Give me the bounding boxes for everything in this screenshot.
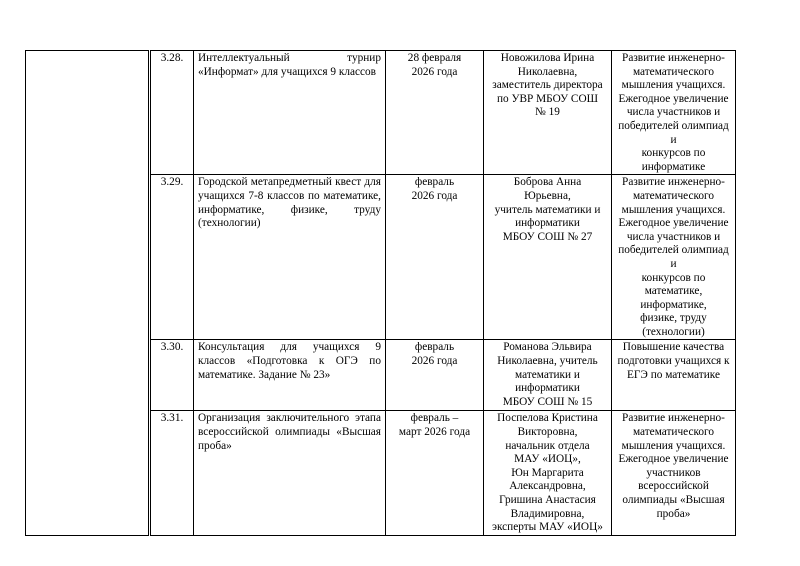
event-date: февраль 2026 года	[386, 340, 484, 411]
section-cell	[26, 51, 150, 536]
expected-result: Развитие инженерно- математического мышления учащихся. Ежегодное увеличение участников всероссийской олимпиады «Высшая проба»	[612, 411, 736, 535]
event-date: февраль – март 2026 года	[386, 411, 484, 535]
event-name: Интеллектуальный турнир «Информат» для учащихся 9 классов	[194, 51, 386, 175]
row-number: 3.28.	[150, 51, 194, 175]
event-date: 28 февраля 2026 года	[386, 51, 484, 175]
responsible: Новожилова Ирина Николаевна, заместитель директора по УВР МБОУ СОШ № 19	[484, 51, 612, 175]
responsible: Боброва Анна Юрьевна, учитель математики и информатики МБОУ СОШ № 27	[484, 175, 612, 340]
event-name: Городской метапредметный квест для учащихся 7-8 классов по математике, информатике, физике, труду (технологии)	[194, 175, 386, 340]
expected-result: Развитие инженерно- математического мышления учащихся. Ежегодное увеличение числа участников и победителей олимпиад и конкурсов по информатике	[612, 51, 736, 175]
expected-result: Развитие инженерно- математического мышления учащихся. Ежегодное увеличение числа участников и победителей олимпиад и конкурсов по математике, информатике, физике, труду (технологии)	[612, 175, 736, 340]
row-number: 3.31.	[150, 411, 194, 535]
row-number: 3.29.	[150, 175, 194, 340]
row-number: 3.30.	[150, 340, 194, 411]
responsible: Романова Эльвира Николаевна, учитель математики и информатики МБОУ СОШ № 15	[484, 340, 612, 411]
event-name: Консультация для учащихся 9 классов «Подготовка к ОГЭ по математике. Задание № 23»	[194, 340, 386, 411]
expected-result: Повышение качества подготовки учащихся к ЕГЭ по математике	[612, 340, 736, 411]
event-name: Организация заключительного этапа всероссийской олимпиады «Высшая проба»	[194, 411, 386, 535]
events-table	[25, 50, 736, 536]
table-row	[26, 51, 736, 175]
event-date: февраль 2026 года	[386, 175, 484, 340]
responsible: Поспелова Кристина Викторовна, начальник отдела МАУ «ИОЦ», Юн Маргарита Александровна, Гришина Анастасия Владимировна, эксперты МАУ «ИОЦ»	[484, 411, 612, 535]
